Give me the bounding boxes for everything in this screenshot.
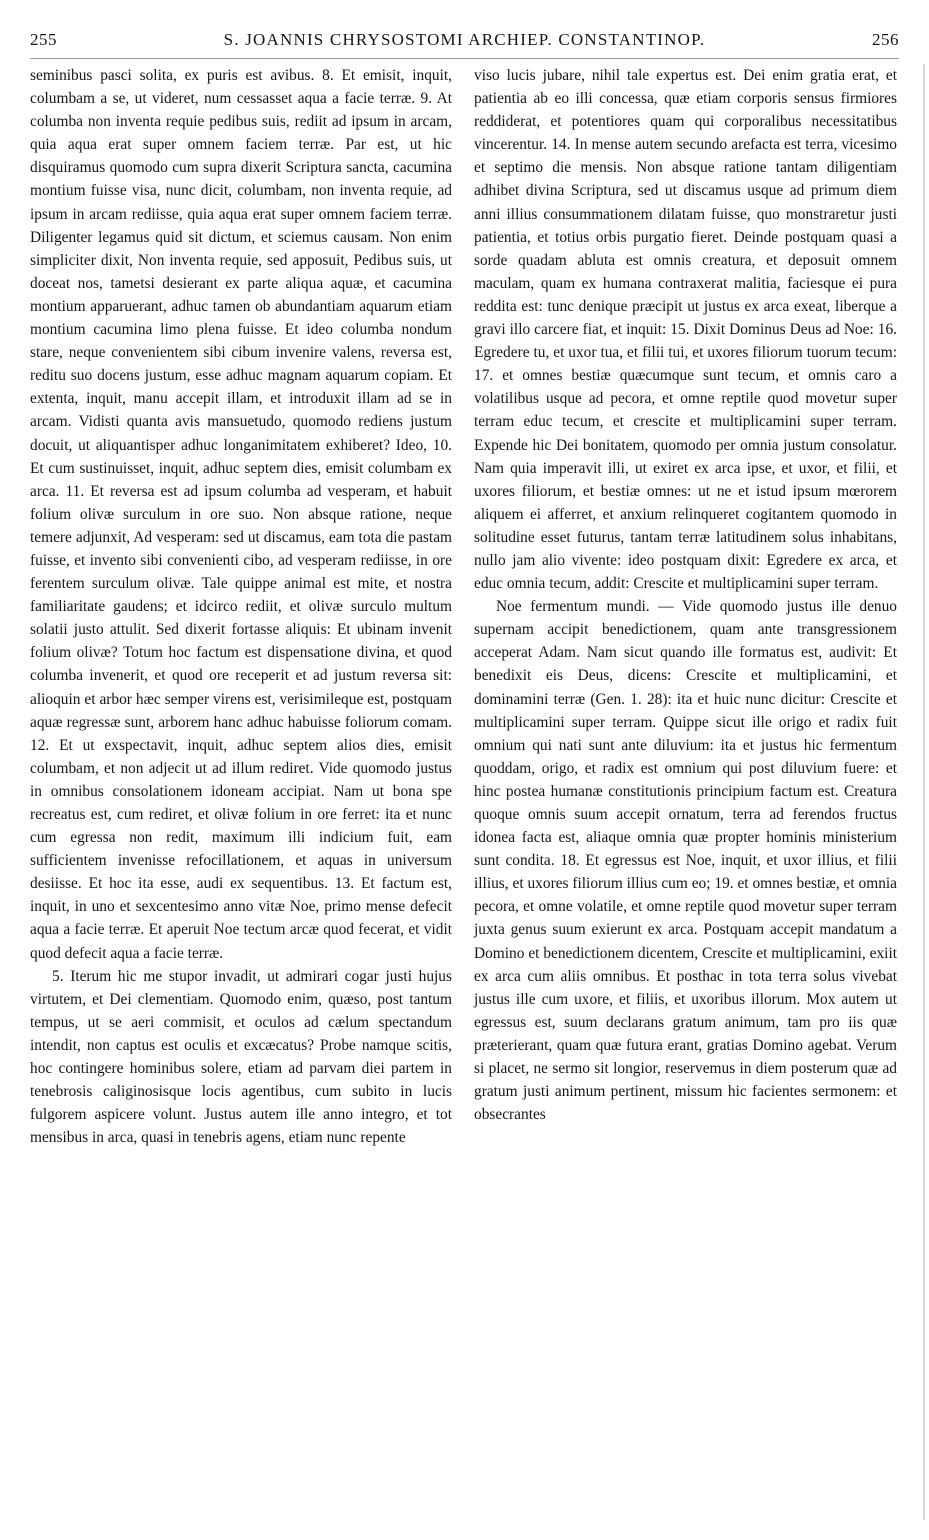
running-title: S. JOANNIS CHRYSOSTOMI ARCHIEP. CONSTANTINOP. <box>223 30 706 49</box>
right-paragraph-1: viso lucis jubare, nihil tale expertus est. Dei enim gratia erat, et patientia ab eo illi concessa, quæ etiam corporis sensus firmiores reddiderat, et potentiores quam qui corporalibus necessitatibus vincerentur. 14. In mense autem secundo arefacta est terra, vicesimo et septimo die mensis. Non absque ratione tantam diligentiam adhibet divina Scriptura, sed ut discamus usque ad primum diem anni illius consummationem dilatam fuisse, quo monstraretur justi patientia, et totius orbis purgatio fieret. Deinde postquam quasi a sorde quadam abluta est omnis creatura, et deposuit omnem maculam, quam ex humana contraxerat malitia, faciesque ei pura reddita est: tunc denique præcipit ut justus ex arca exeat, liberque a gravi illo carcere fiat, et inquit: 15. Dixit Dominus Deus ad Noe: 16. Egredere tu, et uxor tua, et filii tui, et uxores filiorum tuorum tecum: 17. et omnes bestiæ quæcumque sunt tecum, et omnis caro a volatilibus usque ad pecora, et omne reptile quod movetur super terram educ tecum, et crescite et multiplicamini super terram. Expende hic Dei bonitatem, quomodo per omnia justum consolatur. Nam quia imperavit illi, ut exiret ex arca ipse, et uxor, et filii, et uxores filiorum, et bestiæ omnes: ut ne et istud ipsum mœrorem aliquem ei afferret, et anxium relinqueret cogitantem quomodo in solitudine esset futurus, tantam terræ latitudinem solus inhabitans, nullo jam alio vivente: ideo postquam dixit: Egredere ex arca, et educ omnia tecum, addit: Crescite et multiplicamini super terram. <box>474 67 897 593</box>
left-column <box>30 64 452 1149</box>
right-paragraph-2: Noe fermentum mundi. — Vide quomodo justus ille denuo supernam accipit benedictionem, quam ante transgressionem acceperat Adam. Nam sicut quando ille formatus est, audivit: Et benedixit eis Deus, dicens: Crescite et multiplicamini, et dominamini terræ (Gen. 1. 28): ita et huic nunc dicitur: Crescite et multiplicamini super terram. Quippe sicut ille origo et radix fuit omnium qui nati sunt ante diluvium: ita et justus hic fermentum quoddam, origo, et radix est omnium qui post diluvium fuere: et hinc postea humanæ constitutionis principium factum est. Creatura quoque omnis suum accepit ornatum, terra ad ferendos fructus idonea facta est, aliaque omnia quæ propter hominis ministerium sunt condita. 18. Et egressus est Noe, inquit, et uxor illius, et filii illius, et uxores filiorum illius cum eo; 19. et omnes bestiæ, et omnia pecora, et omne volatile, et omne reptile quod movetur super terram juxta genus suum exierunt ex arca. Postquam accepit mandatum a Domino et benedictionem dicentem, Crescite et multiplicamini, exiit ex arca cum aliis omnibus. Et posthac in tota terra solus vivebat justus ille cum uxore, et filiis, et uxoribus illorum. Mox autem ut egressus est, suum declarans gratum animum, tam pro iis quæ præterierant, quam quæ futura erant, gratias Domino agebat. Verum si placet, ne sermo sit longior, reservemus in diem posterum quæ ad gratum justi animum pertinent, missum hic facientes sermonem: et obsecrantes <box>474 598 897 1124</box>
page-header <box>30 30 899 56</box>
left-paragraph-2: 5. Iterum hic me stupor invadit, ut admirari cogar justi hujus virtutem, et Dei clementiam. Quomodo enim, quæso, post tantum tempus, ut se aeri commisit, et oculos ad cælum spectandum intendit, non captus est oculis et excæcatus? Probe namque scitis, hoc contingere hominibus solere, etiam ad parvam diei partem in tenebrosis caliginosisque locis agentibus, cum subito in lucis fulgorem aspicere volunt. Justus autem ille anno integro, et tot mensibus in arca, quasi in tenebris agens, etiam nunc repente <box>30 967 452 1147</box>
page-edge-shadow <box>923 64 925 1520</box>
page-number-right: 256 <box>872 30 899 49</box>
left-paragraph-1: seminibus pasci solita, ex puris est avibus. 8. Et emisit, inquit, columbam a se, ut videret, num cessasset aqua a facie terræ. 9. At columba non inventa requie pedibus suis, rediit ad ipsum in arcam, quia aqua erat super omnem faciem terræ. Par est, ut hic disquiramus quomodo cum supra dixerit Scriptura sancta, cacumina montium fuisse visa, nunc dicit, columbam, non inventa requie, ad ipsum in arcam rediisse, quia aqua erat super omnem faciem terræ. Diligenter legamus quid sit dictum, et sciemus causam. Non enim simpliciter dixit, Non inventa requie, sed apposuit, Pedibus suis, ut doceat nos, tametsi desierant ex parte aliqua aquæ, et cacumina montium apparuerant, adhuc tamen ob abundantiam aquarum etiam montium cacumina limo plena fuisse. Et ideo columba nondum stare, neque convenientem sibi cibum invenire valens, reversa est, reditu suo docens justum, esse adhuc magnam aquarum copiam. Et extenta, inquit, manu accepit illam, et introduxit illam ad se in arcam. Vidisti quanta avis mansuetudo, quomodo rediens justum docuit, ut aliquantisper adhuc longanimitatem exhiberet? Ideo, 10. Et cum sustinuisset, inquit, adhuc septem dies, emisit columbam ex arca. 11. Et reversa est ad ipsum columba ad vesperam, et habuit folium olivæ surculum in ore suo. Non absque ratione, neque temere adjunxit, Ad vesperam: sed ut discamus, eam tota die pastam fuisse, et invento sibi convenienti cibo, ad vesperam rediisse, in ore ferentem surculum olivæ. Tale quippe animal est mite, et nostra familiaritate gaudens; et idcirco rediit, et olivæ surculo multum solatii justo attulit. Sed dixerit fortasse aliquis: Et ubinam invenit folium olivæ? Totum hoc factum est dispensatione divina, et quod columba invenerit, et quod ore receperit et ad justum reversa sit: alioquin et arbor hæc semper virens est, verisimileque est, postquam aquæ regressæ sunt, arborem hanc adhuc habuisse foliorum comam. 12. Et ut exspectavit, inquit, adhuc septem alios dies, emisit columbam, et non adjecit ut ad illum rediret. Vide quomodo justus in omnibus consolationem idoneam accipiat. Nam ut bona spe recreatus est, cum rediret, et olivæ folium in ore ferret: ita et nunc cum egressa non redit, maximum illi indicium fuit, eam sufficientem invenisse refocillationem, et aquas in universum desiisse. Et hoc ita esse, audi ex sequentibus. 13. Et factum est, inquit, in uno et sexcentesimo anno vitæ Noe, primo mense defecit aqua a facie terræ. Et aperuit Noe tectum arcæ quod fecerat, et vidit quod defecit aqua a facie terræ. <box>30 67 452 962</box>
page-number-left: 255 <box>30 30 57 49</box>
right-column <box>474 64 897 1126</box>
header-rule <box>30 58 899 59</box>
